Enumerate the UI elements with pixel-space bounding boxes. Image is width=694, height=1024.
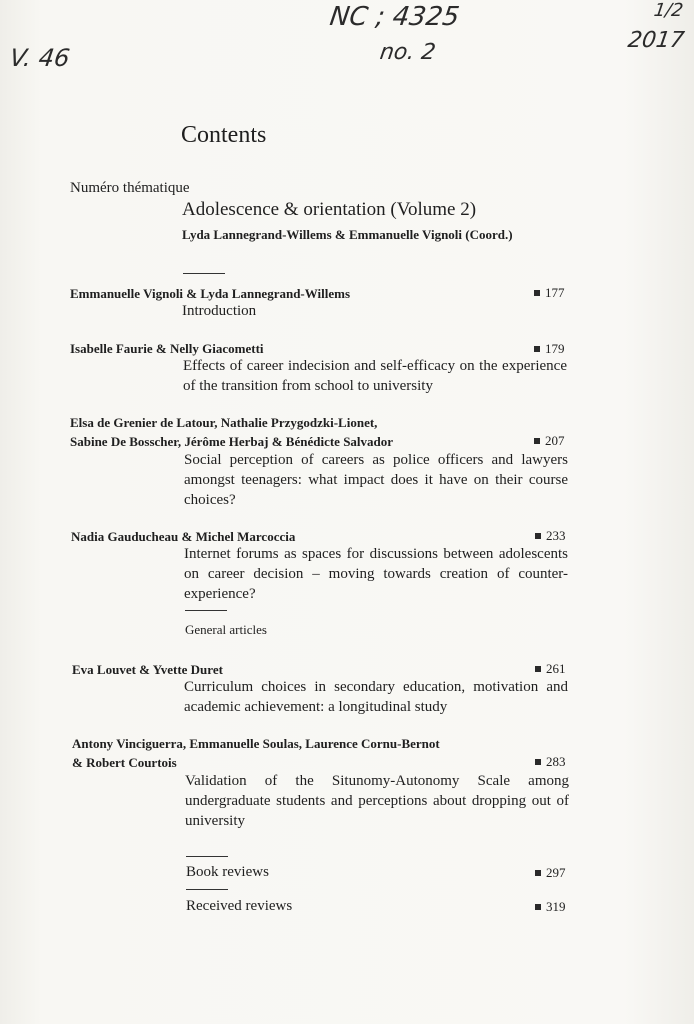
entry-title: Effects of career indecision and self-efficacy on the experience of the transition from school to university bbox=[183, 358, 567, 394]
general-articles-heading: General articles bbox=[185, 622, 267, 637]
entry-page: 233 bbox=[535, 528, 566, 544]
bullet-square-icon bbox=[535, 666, 541, 672]
divider bbox=[186, 889, 228, 890]
entry-page: 261 bbox=[535, 661, 566, 677]
entry-title: Internet forums as spaces for discussions between adolescents on career decision – moving towards creation of counter-experience? bbox=[184, 546, 568, 602]
entry-title: Introduction bbox=[182, 303, 257, 319]
entry-title: Validation of the Situnomy-Autonomy Scale among undergraduate students and perceptions about dropping out of university bbox=[185, 773, 569, 829]
handwritten-issue-number: no. 2 bbox=[378, 40, 438, 65]
entry-authors-cont: & Robert Courtois bbox=[72, 755, 177, 770]
entry-authors: Isabelle Faurie & Nelly Giacometti bbox=[70, 341, 264, 356]
thematic-label: Numéro thématique bbox=[70, 180, 190, 196]
bullet-square-icon bbox=[535, 759, 541, 765]
bullet-square-icon bbox=[534, 290, 540, 296]
entry-authors: Elsa de Grenier de Latour, Nathalie Przygodzki-Lionet, bbox=[70, 415, 378, 430]
entry-authors: Nadia Gauducheau & Michel Marcoccia bbox=[71, 529, 296, 544]
handwritten-volume-note: V. 46 bbox=[8, 44, 72, 72]
handwritten-fraction: 1/2 bbox=[652, 0, 685, 21]
entry-authors-cont: Sabine De Bosscher, Jérôme Herbaj & Bénédicte Salvador bbox=[70, 434, 394, 449]
handwritten-call-number: NC ; 4325 bbox=[327, 2, 462, 32]
received-reviews-page: 319 bbox=[535, 899, 566, 915]
page-title: Contents bbox=[181, 122, 267, 148]
entry-authors: Eva Louvet & Yvette Duret bbox=[72, 662, 223, 677]
entry-page: 207 bbox=[534, 433, 565, 449]
entry-title: Social perception of careers as police officers and lawyers amongst teenagers: what impact does it have on their course choices? bbox=[184, 452, 568, 508]
entry-title: Curriculum choices in secondary education, motivation and academic achievement: a longitudinal study bbox=[184, 679, 568, 715]
coordinators: Lyda Lannegrand-Willems & Emmanuelle Vignoli (Coord.) bbox=[182, 227, 513, 242]
entry-page: 283 bbox=[535, 754, 566, 770]
book-reviews-page: 297 bbox=[535, 865, 566, 881]
received-reviews-label: Received reviews bbox=[186, 898, 293, 914]
bullet-square-icon bbox=[534, 346, 540, 352]
bullet-square-icon bbox=[534, 438, 540, 444]
divider bbox=[185, 610, 227, 611]
handwritten-year: 2017 bbox=[626, 28, 686, 53]
entry-page: 177 bbox=[534, 285, 565, 301]
entry-page: 179 bbox=[534, 341, 565, 357]
divider bbox=[186, 856, 228, 857]
book-reviews-label: Book reviews bbox=[186, 864, 269, 880]
bullet-square-icon bbox=[535, 870, 541, 876]
divider bbox=[183, 273, 225, 274]
bullet-square-icon bbox=[535, 904, 541, 910]
bullet-square-icon bbox=[535, 533, 541, 539]
entry-authors: Emmanuelle Vignoli & Lyda Lannegrand-Willems bbox=[70, 286, 351, 301]
theme-title: Adolescence & orientation (Volume 2) bbox=[182, 199, 477, 220]
entry-authors: Antony Vinciguerra, Emmanuelle Soulas, Laurence Cornu-Bernot bbox=[72, 736, 440, 751]
